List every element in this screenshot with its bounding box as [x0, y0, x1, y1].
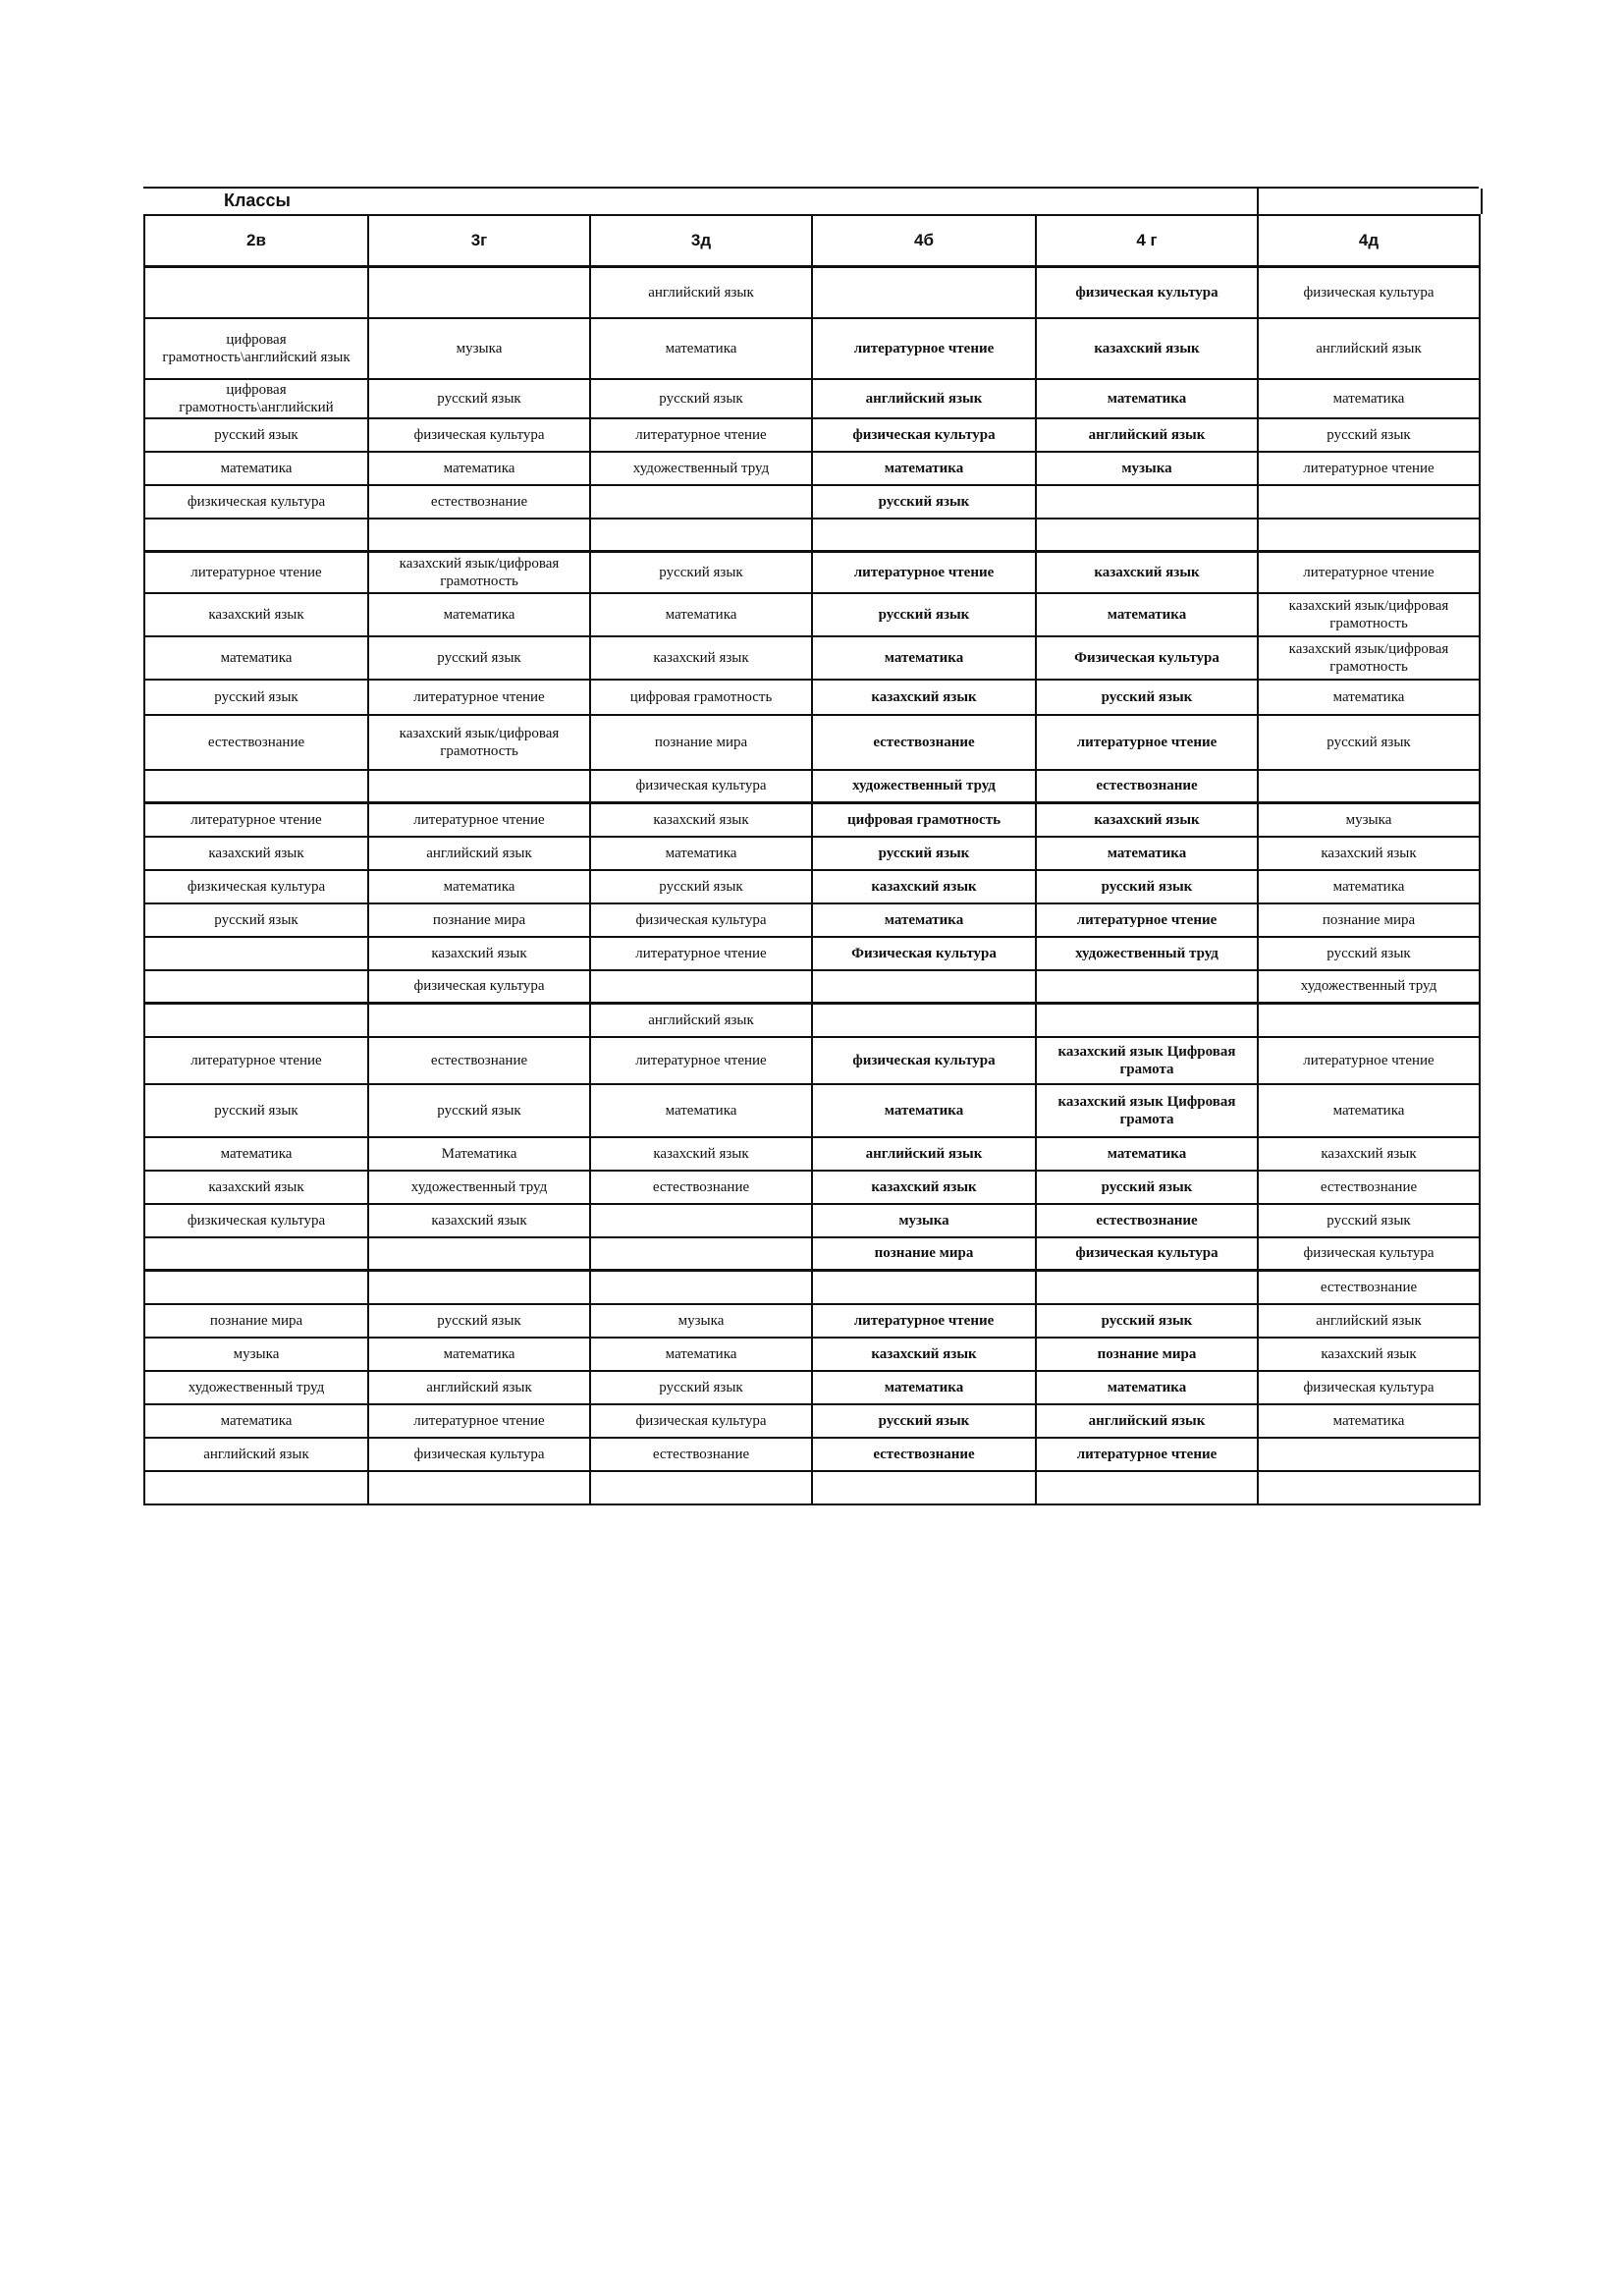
subject-cell [1036, 485, 1258, 519]
subject-cell: английский язык [368, 1371, 590, 1404]
table-row [144, 937, 1480, 970]
subject-cell: русский язык [590, 870, 812, 903]
subject-cell: русский язык [812, 837, 1036, 870]
subject-cell: русский язык [1036, 1171, 1258, 1204]
subject-cell: естествознание [1258, 1271, 1480, 1304]
subject-cell [1036, 1004, 1258, 1037]
subject-cell: Физическая культура [1036, 636, 1258, 680]
subject-cell: естествознание [1258, 1171, 1480, 1204]
subject-cell: физическая культура [590, 903, 812, 937]
subject-cell: литературное чтение [144, 1037, 368, 1084]
subject-cell: математика [1258, 870, 1480, 903]
subject-cell: русский язык [590, 379, 812, 418]
subject-cell: английский язык [1258, 318, 1480, 379]
subject-cell: литературное чтение [144, 803, 368, 837]
subject-cell: математика [812, 1084, 1036, 1137]
subject-cell: литературное чтение [812, 318, 1036, 379]
table-row [144, 1237, 1480, 1271]
subject-cell: математика [1036, 1371, 1258, 1404]
subject-cell: музыка [368, 318, 590, 379]
class-header: 4б [812, 215, 1036, 267]
table-row [144, 680, 1480, 715]
subject-cell: русский язык [590, 552, 812, 593]
subject-cell: казахский язык [590, 803, 812, 837]
subject-cell: казахский язык [1258, 837, 1480, 870]
subject-cell: казахский язык [368, 1204, 590, 1237]
subject-cell: математика [144, 1404, 368, 1438]
subject-cell: естествознание [812, 715, 1036, 770]
table-row [144, 1304, 1480, 1338]
table-row [144, 593, 1480, 636]
subject-cell [590, 970, 812, 1004]
subject-cell: казахский язык [812, 870, 1036, 903]
subject-cell: физическая культура [1036, 1237, 1258, 1271]
subject-cell [1258, 1438, 1480, 1471]
subject-cell: английский язык [1036, 418, 1258, 452]
subject-cell [1258, 770, 1480, 803]
subject-cell: естествознание [590, 1438, 812, 1471]
subject-cell [1036, 1271, 1258, 1304]
subject-cell [144, 937, 368, 970]
subject-cell: естествознание [368, 1037, 590, 1084]
subject-cell: математика [144, 636, 368, 680]
subject-cell: русский язык [368, 379, 590, 418]
subject-cell: Физическая культура [812, 937, 1036, 970]
subject-cell: математика [1258, 1404, 1480, 1438]
table-title: Классы [224, 191, 291, 210]
subject-cell: познание мира [812, 1237, 1036, 1271]
subject-cell: русский язык [1258, 1204, 1480, 1237]
table-row [144, 837, 1480, 870]
subject-cell: русский язык [368, 636, 590, 680]
subject-cell: русский язык [1036, 870, 1258, 903]
subject-cell: математика [590, 318, 812, 379]
subject-cell: естествознание [590, 1171, 812, 1204]
table-row [144, 1371, 1480, 1404]
subject-cell [1258, 519, 1480, 552]
subject-cell: казахский язык [590, 1137, 812, 1171]
subject-cell: казахский язык [1036, 552, 1258, 593]
subject-cell: естествознание [1036, 1204, 1258, 1237]
subject-cell [812, 1271, 1036, 1304]
subject-cell: математика [368, 1338, 590, 1371]
subject-cell [144, 519, 368, 552]
subject-cell: русский язык [1258, 715, 1480, 770]
subject-cell: английский язык [144, 1438, 368, 1471]
subject-cell [812, 970, 1036, 1004]
subject-cell [1036, 970, 1258, 1004]
subject-cell: русский язык [590, 1371, 812, 1404]
subject-cell: русский язык [1258, 418, 1480, 452]
subject-cell: математика [1036, 379, 1258, 418]
subject-cell: казахский язык/цифровая грамотность [1258, 636, 1480, 680]
subject-cell: художественный труд [590, 452, 812, 485]
subject-cell: физическая культура [1036, 267, 1258, 318]
subject-cell [812, 1471, 1036, 1504]
subject-cell: цифровая грамотность\английский язык [144, 318, 368, 379]
subject-cell [1036, 1471, 1258, 1504]
table-row [144, 636, 1480, 680]
schedule-body [144, 267, 1480, 1504]
subject-cell: казахский язык [144, 593, 368, 636]
table-row [144, 1438, 1480, 1471]
subject-cell: русский язык [144, 680, 368, 715]
table-row [144, 418, 1480, 452]
subject-cell [368, 519, 590, 552]
subject-cell [590, 1237, 812, 1271]
subject-cell: физическая культура [368, 970, 590, 1004]
subject-cell: казахский язык [812, 1171, 1036, 1204]
subject-cell: цифровая грамотность\английский [144, 379, 368, 418]
subject-cell: физкическая культура [144, 1204, 368, 1237]
subject-cell: математика [590, 593, 812, 636]
table-title-bar [143, 187, 1479, 216]
subject-cell: естествознание [144, 715, 368, 770]
table-row [144, 552, 1480, 593]
subject-cell: литературное чтение [368, 680, 590, 715]
subject-cell: литературное чтение [590, 937, 812, 970]
subject-cell: литературное чтение [144, 552, 368, 593]
table-row [144, 267, 1480, 318]
subject-cell: математика [812, 1371, 1036, 1404]
subject-cell [368, 1004, 590, 1037]
class-header-row [144, 215, 1480, 267]
subject-cell: литературное чтение [590, 1037, 812, 1084]
subject-cell: физическая культура [1258, 1371, 1480, 1404]
subject-cell [590, 1271, 812, 1304]
table-row [144, 318, 1480, 379]
title-row [143, 187, 1479, 216]
subject-cell [1258, 1004, 1480, 1037]
table-row [144, 1004, 1480, 1037]
table-row [144, 1471, 1480, 1504]
subject-cell: познание мира [144, 1304, 368, 1338]
table-row [144, 485, 1480, 519]
subject-cell: литературное чтение [590, 418, 812, 452]
subject-cell: физическая культура [812, 1037, 1036, 1084]
title-right-box [1257, 189, 1483, 214]
subject-cell [368, 1471, 590, 1504]
subject-cell: литературное чтение [1036, 1438, 1258, 1471]
subject-cell: Математика [368, 1137, 590, 1171]
table-row [144, 1037, 1480, 1084]
subject-cell: русский язык [1258, 937, 1480, 970]
subject-cell: музыка [144, 1338, 368, 1371]
subject-cell: физкическая культура [144, 870, 368, 903]
subject-cell: математика [1036, 593, 1258, 636]
subject-cell: литературное чтение [1258, 452, 1480, 485]
subject-cell [812, 1004, 1036, 1037]
subject-cell: математика [812, 452, 1036, 485]
class-header: 4 г [1036, 215, 1258, 267]
subject-cell: цифровая грамотность [812, 803, 1036, 837]
subject-cell: математика [590, 837, 812, 870]
subject-cell: казахский язык/цифровая грамотность [368, 552, 590, 593]
table-row [144, 715, 1480, 770]
subject-cell: музыка [590, 1304, 812, 1338]
subject-cell [144, 1004, 368, 1037]
subject-cell: казахский язык Цифровая грамота [1036, 1037, 1258, 1084]
subject-cell: художественный труд [1036, 937, 1258, 970]
subject-cell: литературное чтение [1258, 1037, 1480, 1084]
table-row [144, 1137, 1480, 1171]
subject-cell: математика [368, 870, 590, 903]
subject-cell: казахский язык Цифровая грамота [1036, 1084, 1258, 1137]
subject-cell: цифровая грамотность [590, 680, 812, 715]
table-row [144, 519, 1480, 552]
table-row [144, 379, 1480, 418]
class-header: 2в [144, 215, 368, 267]
subject-cell: казахский язык [590, 636, 812, 680]
subject-cell: русский язык [812, 485, 1036, 519]
subject-cell: русский язык [144, 418, 368, 452]
subject-cell: казахский язык [144, 1171, 368, 1204]
subject-cell: литературное чтение [368, 1404, 590, 1438]
table-row [144, 1271, 1480, 1304]
subject-cell: познание мира [590, 715, 812, 770]
subject-cell [1036, 519, 1258, 552]
subject-cell: естествознание [368, 485, 590, 519]
subject-cell: математика [812, 903, 1036, 937]
subject-cell [144, 970, 368, 1004]
table-row [144, 770, 1480, 803]
subject-cell: литературное чтение [368, 803, 590, 837]
subject-cell [1258, 485, 1480, 519]
subject-cell: литературное чтение [812, 1304, 1036, 1338]
subject-cell [590, 485, 812, 519]
subject-cell: математика [1258, 680, 1480, 715]
subject-cell [1258, 1471, 1480, 1504]
table-row [144, 1404, 1480, 1438]
table-row [144, 970, 1480, 1004]
subject-cell: физическая культура [1258, 1237, 1480, 1271]
subject-cell: английский язык [590, 1004, 812, 1037]
table-row [144, 452, 1480, 485]
subject-cell: казахский язык [812, 680, 1036, 715]
subject-cell: познание мира [1036, 1338, 1258, 1371]
subject-cell: художественный труд [144, 1371, 368, 1404]
subject-cell: английский язык [812, 1137, 1036, 1171]
subject-cell: казахский язык [144, 837, 368, 870]
subject-cell [144, 770, 368, 803]
subject-cell: русский язык [1036, 1304, 1258, 1338]
subject-cell: математика [144, 1137, 368, 1171]
subject-cell: литературное чтение [1036, 715, 1258, 770]
subject-cell: музыка [1258, 803, 1480, 837]
subject-cell: математика [1258, 379, 1480, 418]
subject-cell: математика [1036, 1137, 1258, 1171]
subject-cell: математика [1258, 1084, 1480, 1137]
subject-cell: математика [1036, 837, 1258, 870]
subject-cell: математика [590, 1338, 812, 1371]
subject-cell: математика [368, 593, 590, 636]
subject-cell [368, 770, 590, 803]
table-row [144, 903, 1480, 937]
subject-cell: математика [144, 452, 368, 485]
subject-cell: казахский язык/цифровая грамотность [368, 715, 590, 770]
subject-cell: музыка [812, 1204, 1036, 1237]
subject-cell [812, 519, 1036, 552]
schedule-table [143, 214, 1481, 1505]
table-row [144, 1338, 1480, 1371]
subject-cell: английский язык [590, 267, 812, 318]
table-row [144, 1171, 1480, 1204]
subject-cell: русский язык [1036, 680, 1258, 715]
subject-cell [590, 1471, 812, 1504]
subject-cell: физическая культура [590, 770, 812, 803]
subject-cell [812, 267, 1036, 318]
subject-cell: казахский язык [812, 1338, 1036, 1371]
subject-cell: русский язык [368, 1304, 590, 1338]
subject-cell: физическая культура [368, 418, 590, 452]
subject-cell: математика [812, 636, 1036, 680]
subject-cell: естествознание [812, 1438, 1036, 1471]
subject-cell: казахский язык [1036, 318, 1258, 379]
subject-cell: познание мира [1258, 903, 1480, 937]
table-row [144, 870, 1480, 903]
subject-cell [368, 1237, 590, 1271]
subject-cell: казахский язык [1258, 1338, 1480, 1371]
subject-cell: русский язык [812, 593, 1036, 636]
subject-cell: физическая культура [368, 1438, 590, 1471]
subject-cell [590, 519, 812, 552]
subject-cell: художественный труд [368, 1171, 590, 1204]
subject-cell [590, 1204, 812, 1237]
subject-cell [144, 1471, 368, 1504]
subject-cell: казахский язык [1258, 1137, 1480, 1171]
table-row [144, 803, 1480, 837]
subject-cell: математика [368, 452, 590, 485]
subject-cell: литературное чтение [1036, 903, 1258, 937]
table-row [144, 1204, 1480, 1237]
class-header: 3д [590, 215, 812, 267]
subject-cell [368, 1271, 590, 1304]
class-header: 3г [368, 215, 590, 267]
subject-cell: русский язык [812, 1404, 1036, 1438]
subject-cell [368, 267, 590, 318]
subject-cell: английский язык [1258, 1304, 1480, 1338]
subject-cell: музыка [1036, 452, 1258, 485]
class-header: 4д [1258, 215, 1480, 267]
subject-cell: физическая культура [812, 418, 1036, 452]
subject-cell: казахский язык [1036, 803, 1258, 837]
subject-cell: русский язык [368, 1084, 590, 1137]
subject-cell: физическая культура [590, 1404, 812, 1438]
subject-cell: познание мира [368, 903, 590, 937]
subject-cell: русский язык [144, 903, 368, 937]
subject-cell: литературное чтение [812, 552, 1036, 593]
subject-cell: художественный труд [1258, 970, 1480, 1004]
subject-cell: физическая культура [1258, 267, 1480, 318]
subject-cell: казахский язык/цифровая грамотность [1258, 593, 1480, 636]
subject-cell: казахский язык [368, 937, 590, 970]
subject-cell: литературное чтение [1258, 552, 1480, 593]
table-row [144, 1084, 1480, 1137]
subject-cell: английский язык [1036, 1404, 1258, 1438]
subject-cell: математика [590, 1084, 812, 1137]
subject-cell [144, 1237, 368, 1271]
subject-cell [144, 267, 368, 318]
subject-cell: английский язык [812, 379, 1036, 418]
subject-cell: английский язык [368, 837, 590, 870]
subject-cell: русский язык [144, 1084, 368, 1137]
subject-cell: физкическая культура [144, 485, 368, 519]
subject-cell [144, 1271, 368, 1304]
subject-cell: художественный труд [812, 770, 1036, 803]
subject-cell: естествознание [1036, 770, 1258, 803]
